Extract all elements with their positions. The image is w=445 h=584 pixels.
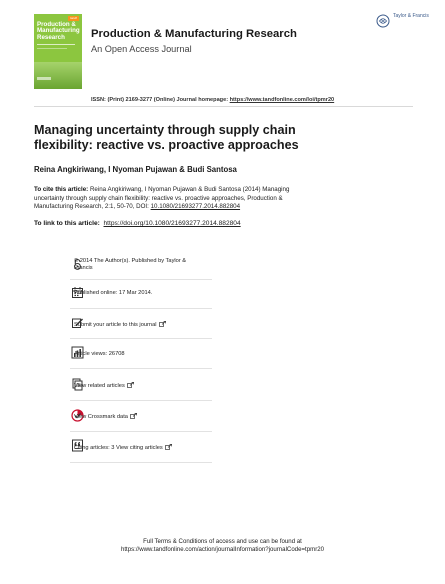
cover-rule [37,48,67,49]
info-divider [70,338,212,339]
external-link-icon [127,382,134,388]
journal-cover-image [34,14,82,89]
article-views: Article views: 26708 [74,351,125,357]
published-date: Published online: 17 Mar 2014. [74,290,153,296]
citation-text: Manufacturing Research, 2:1, 50-70, DOI: [34,203,151,210]
footer-terms-link[interactable]: https://www.tandfonline.com/action/journalInformation?journalCode=tpmr20 [120,545,325,553]
cover-rule [37,44,75,45]
article-title [34,123,299,153]
submit-article-link[interactable] [74,321,166,329]
cite-label: To cite this article: [34,186,89,193]
license-statement [74,258,186,272]
cover-title-line: Production & [37,21,76,28]
cover-title-line: Research [37,33,65,41]
crossmark-text[interactable]: View Crossmark data [74,414,128,420]
info-divider [70,462,212,463]
external-link-icon [159,321,166,327]
issn-line [91,97,334,103]
journal-title[interactable]: Production & Manufacturing Research [91,28,297,40]
license-line: © 2014 The Author(s). Published by Taylor & [74,258,187,264]
article-title-line: flexibility: reactive vs. proactive approaches [34,138,299,152]
cover-title-line: Manufacturing [37,27,80,35]
footer-terms: Full Terms & Conditions of access and use can be found at [143,538,302,545]
article-authors: Reina Angkiriwang, I Nyoman Pujawan & Budi Santosa [34,165,237,174]
info-divider [70,279,212,280]
journal-homepage-link[interactable]: https://www.tandfonline.com/loi/tpmr20 [229,97,335,103]
citing-articles-link[interactable] [74,444,172,452]
link-label: To link to this article: [34,220,100,227]
submit-article-text[interactable]: Submit your article to this journal [74,322,157,328]
article-link-line [34,220,241,228]
page-footer [0,538,445,553]
issn-text: ISSN: (Print) 2169-3277 (Online) Journal homepage: [91,97,230,103]
view-related-articles-link[interactable] [74,382,134,390]
info-divider [70,431,212,432]
license-line: Francis [74,265,93,271]
related-articles-text[interactable]: View related articles [74,383,125,389]
info-divider [70,400,212,401]
citation-text: uncertainty through supply chain flexibility: reactive vs. proactive approaches, Production & [34,194,283,202]
doi-link[interactable]: 10.1080/21693277.2014.882804 [150,203,241,210]
cover-publisher-mark [37,77,51,80]
citing-articles-text[interactable]: Citing articles: 3 View citing articles [74,445,163,451]
header-divider [34,106,413,107]
citation-line [34,195,283,203]
citation-text: Reina Angkiriwang, I Nyoman Pujawan & Budi Santosa (2014) Managing [88,186,290,193]
journal-subtitle: An Open Access Journal [91,44,192,54]
external-link-icon [130,413,137,419]
citation-line [34,186,289,194]
citation-line [34,203,240,211]
publisher-logo-text [393,14,429,20]
publisher-name: Taylor & Francis [393,13,429,19]
info-divider [70,308,212,309]
cover-badge: tandf [68,16,79,21]
external-link-icon [165,444,172,450]
article-title-line: Managing uncertainty through supply chain [34,123,296,137]
cover-title [37,22,80,41]
cover-photo [34,62,82,89]
view-crossmark-link[interactable] [74,413,137,421]
article-doi-url[interactable]: https://doi.org/10.1080/21693277.2014.882804 [103,220,241,227]
info-divider [70,368,212,369]
